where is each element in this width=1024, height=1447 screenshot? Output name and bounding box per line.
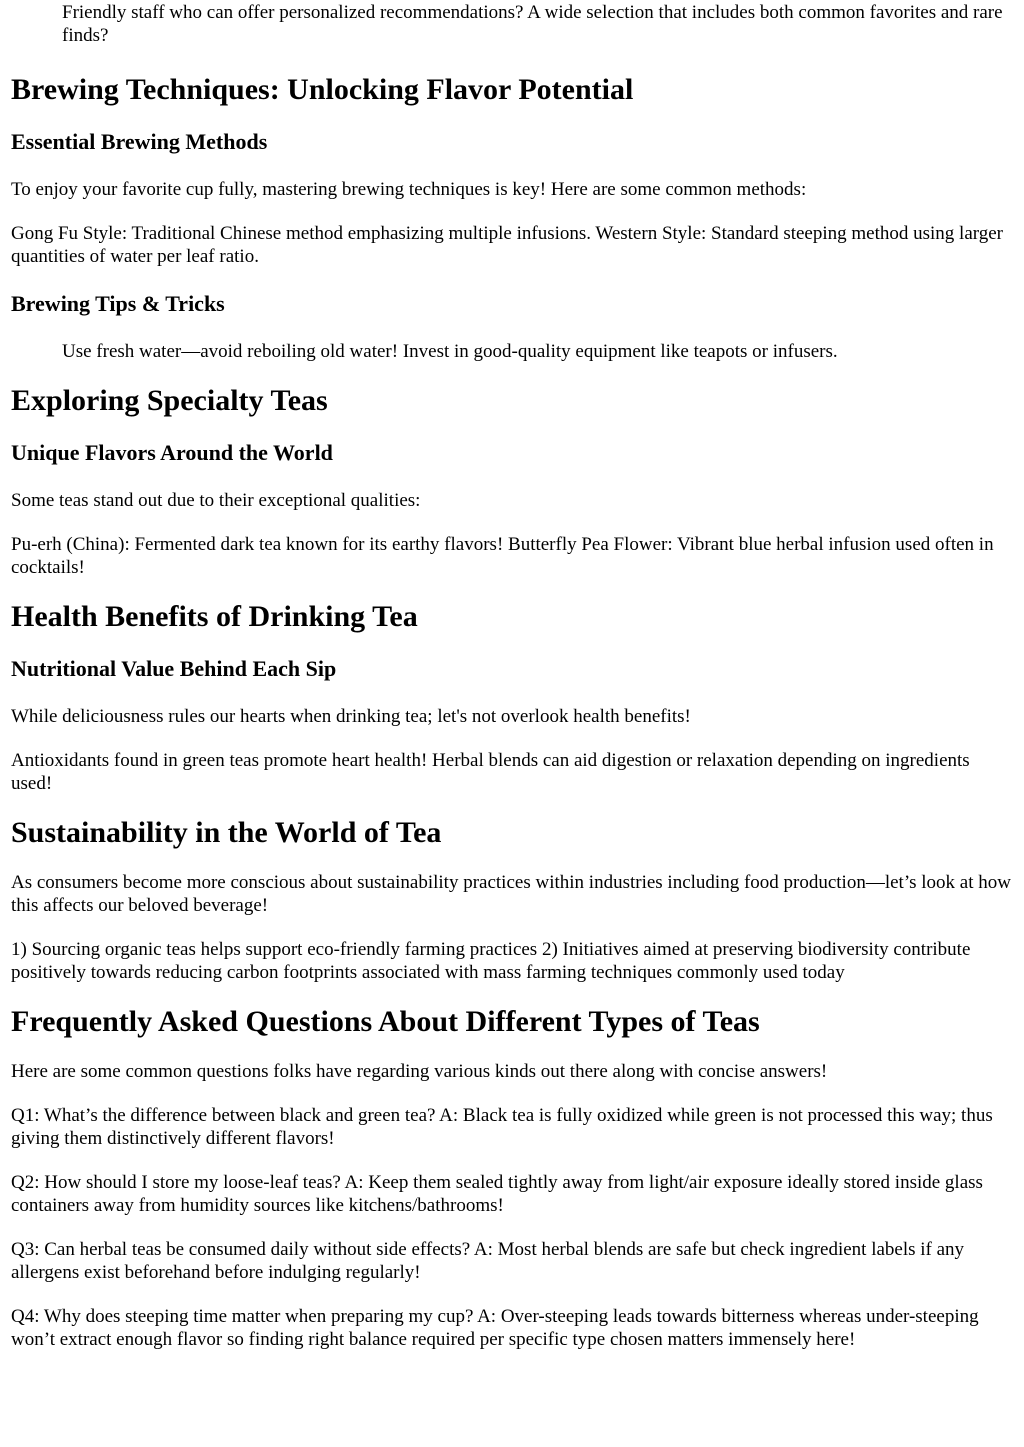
- brewing-methods-list: Gong Fu Style: Traditional Chinese method emphasizing multiple infusions. Western Style: Standard steeping method using larger quantities of water per leaf ratio.: [11, 223, 1004, 267]
- faq-item: Q1: What’s the difference between black and green tea? A: Black tea is fully oxidized while green is not processed this way; thus giving them distinctively different flavors!: [11, 1105, 993, 1149]
- health-subheading: Nutritional Value Behind Each Sip: [11, 656, 337, 681]
- specialty-list: Pu-erh (China): Fermented dark tea known for its earthy flavors! Butterfly Pea Flower: Vibrant blue herbal infusion used often in cocktails!: [11, 534, 994, 578]
- brewing-heading: Brewing Techniques: Unlocking Flavor Potential: [11, 73, 634, 106]
- faq-item: Q2: How should I store my loose-leaf teas? A: Keep them sealed tightly away from light/air exposure ideally stored inside glass containers away from humidity sources like kitchens/bathrooms!: [11, 1172, 983, 1216]
- brewing-tips-text: Use fresh water—avoid reboiling old water! Invest in good-quality equipment like teapots or infusers.: [62, 341, 838, 362]
- specialty-subheading: Unique Flavors Around the World: [11, 440, 333, 465]
- health-intro: While deliciousness rules our hearts when drinking tea; let's not overlook health benefits!: [11, 706, 691, 727]
- intro-blockquote: Friendly staff who can offer personalized recommendations? A wide selection that includes both common favorites and rare finds?: [62, 2, 1003, 46]
- brewing-methods-heading: Essential Brewing Methods: [11, 129, 268, 154]
- sustainability-heading: Sustainability in the World of Tea: [11, 816, 442, 849]
- brewing-methods-intro: To enjoy your favorite cup fully, mastering brewing techniques is key! Here are some common methods:: [11, 179, 807, 200]
- article-body: [0, 1, 1024, 1351]
- faq-item: Q3: Can herbal teas be consumed daily without side effects? A: Most herbal blends are safe but check ingredient labels if any allergens exist beforehand before indulging regularly!: [11, 1239, 965, 1283]
- sustainability-list: 1) Sourcing organic teas helps support eco-friendly farming practices 2) Initiatives aimed at preserving biodiversity contribute positively towards reducing carbon footprints associated with mass farming techniques commonly used today: [11, 939, 971, 983]
- specialty-intro: Some teas stand out due to their exceptional qualities:: [11, 490, 421, 511]
- sustainability-intro: As consumers become more conscious about sustainability practices within industries including food production—let’s look at how this affects our beloved beverage!: [11, 872, 1011, 916]
- specialty-heading: Exploring Specialty Teas: [11, 384, 328, 417]
- health-list: Antioxidants found in green teas promote heart health! Herbal blends can aid digestion or relaxation depending on ingredients used!: [11, 750, 970, 794]
- faq-intro: Here are some common questions folks have regarding various kinds out there along with concise answers!: [11, 1061, 828, 1082]
- brewing-tips-heading: Brewing Tips & Tricks: [11, 291, 225, 316]
- faq-item: Q4: Why does steeping time matter when preparing my cup? A: Over-steeping leads towards bitterness whereas under-steeping won’t extract enough flavor so finding right balance required per specific type chosen matters immensely here!: [11, 1306, 979, 1350]
- health-heading: Health Benefits of Drinking Tea: [11, 600, 418, 633]
- faq-heading: Frequently Asked Questions About Different Types of Teas: [11, 1005, 760, 1038]
